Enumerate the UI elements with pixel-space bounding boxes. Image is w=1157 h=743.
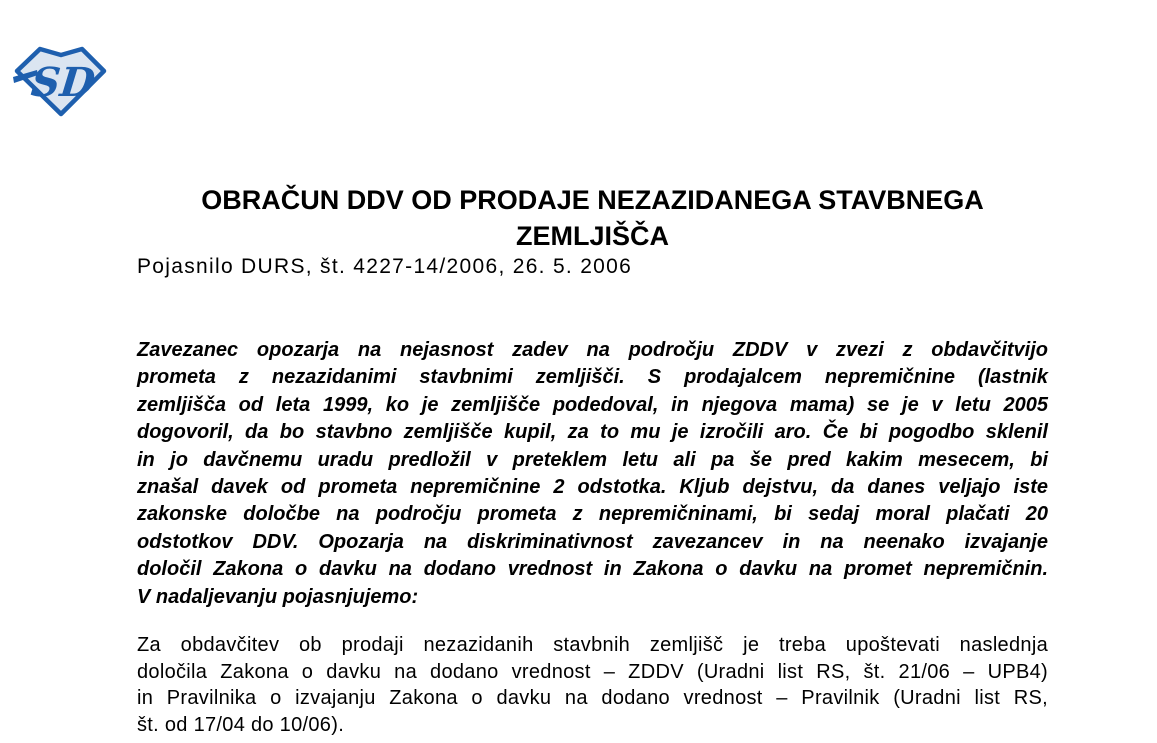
sd-diamond-logo-icon	[13, 45, 108, 118]
paragraph-line: št. od 17/04 do 10/06).	[137, 713, 345, 736]
sd-diamond-logo-svg	[13, 45, 108, 118]
document-title-line-2: ZEMLJIŠČA	[515, 221, 669, 252]
document-title	[137, 182, 1048, 254]
paragraph-line: zemljišča od leta 1999, ko je zemljišče podedoval, in njegova mama) se je v letu 2005	[137, 393, 1048, 416]
logo-letters: SD	[28, 59, 98, 106]
paragraph-line: znašal davek od prometa nepremičnine 2 odstotka. Kljub dejstvu, da danes veljajo iste	[137, 476, 1048, 499]
paragraph-line: in Pravilnika o izvajanju Zakona o davku na dodano vrednost – Pravilnik (Uradni list RS,	[137, 687, 1048, 710]
paragraph-line: odstotkov DDV. Opozarja na diskriminativnost zavezancev in na neenako izvajanje	[137, 530, 1048, 553]
answer-paragraph	[137, 632, 1048, 738]
paragraph-line: Zavezanec opozarja na nejasnost zadev na področju ZDDV v zvezi z obdavčitvijo	[137, 339, 1048, 361]
paragraph-line: prometa z nezazidanimi stavbnimi zemljišči. S prodajalcem nepremičnine (lastnik	[137, 366, 1048, 389]
question-paragraph	[137, 337, 1048, 611]
paragraph-line: Za obdavčitev ob prodaji nezazidanih stavbnih zemljišč je treba upoštevati naslednja	[137, 634, 1048, 656]
paragraph-line: določil Zakona o davku na dodano vrednost in Zakona o davku na promet nepremičnin.	[137, 558, 1048, 581]
paragraph-line: V nadaljevanju pojasnjujemo:	[137, 585, 419, 608]
paragraph-line: in jo davčnemu uradu predložil v preteklem letu ali pa še pred kakim mesecem, bi	[137, 448, 1048, 471]
document-subtitle: Pojasnilo DURS, št. 4227-14/2006, 26. 5. 2006	[137, 255, 633, 278]
paragraph-line: dogovoril, da bo stavbno zemljišče kupil, za to mu je izročili aro. Če bi pogodbo sklenil	[137, 421, 1048, 444]
paragraph-line: zakonske določbe na področju prometa z nepremičninami, bi sedaj moral plačati 20	[137, 503, 1048, 526]
paragraph-line: določila Zakona o davku na dodano vrednost – ZDDV (Uradni list RS, št. 21/06 – UPB4)	[137, 660, 1048, 683]
document-title-line-1: OBRAČUN DDV OD PRODAJE NEZAZIDANEGA STAVBNEGA	[201, 185, 984, 216]
